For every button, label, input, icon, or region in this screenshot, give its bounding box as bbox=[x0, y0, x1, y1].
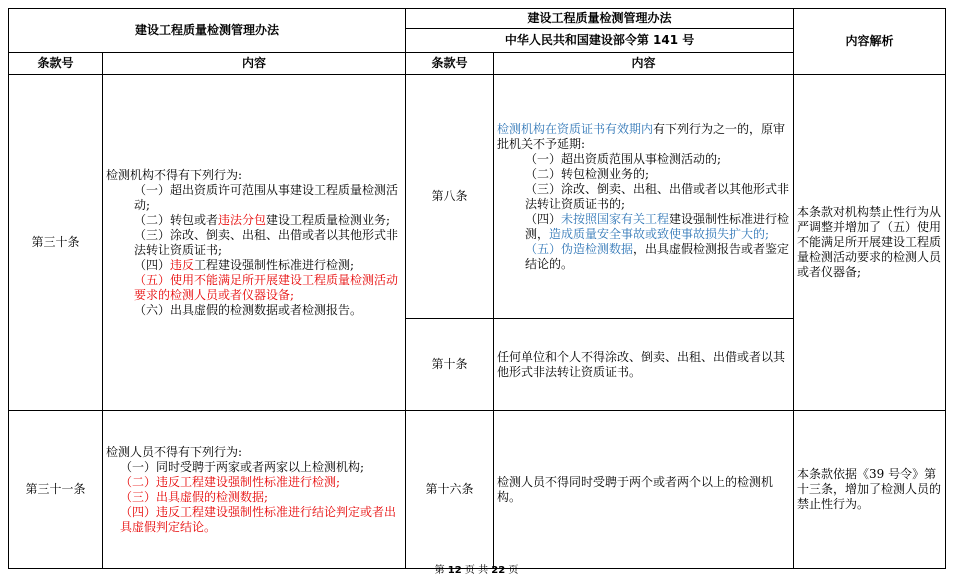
content-line bbox=[497, 122, 790, 152]
content-line bbox=[497, 212, 790, 242]
text-run: 有下列行为之一的，原审批机关不予延期: bbox=[497, 121, 786, 151]
article-30: 第三十条 bbox=[9, 75, 103, 411]
highlighted-text: 造成质量安全事故或致使事故损失扩大的; bbox=[549, 226, 770, 241]
right-title: 建设工程质量检测管理办法 bbox=[406, 9, 794, 29]
article-31-analysis: 本条款依据《39 号令》第十三条，增加了检测人员的禁止性行为。 bbox=[794, 411, 946, 569]
text-run: 建设工程质量检测业务; bbox=[266, 212, 391, 227]
footer-suffix: 页 bbox=[508, 565, 519, 576]
highlighted-text: （五）使用不能满足所开展建设工程质量检测活动要求的检测人员或者仪器设备; bbox=[134, 272, 399, 302]
footer-total: 22 bbox=[491, 565, 506, 576]
text-run: （一）超出资质许可范围从事建设工程质量检测活动; bbox=[134, 182, 399, 212]
content-line bbox=[497, 242, 790, 272]
highlighted-text: 检测机构在资质证书有效期内 bbox=[497, 121, 654, 136]
highlighted-text: （四）违反工程建设强制性标准进行结论判定或者出具虚假判定结论。 bbox=[120, 504, 397, 534]
text-run: （二）转包或者 bbox=[134, 212, 219, 227]
article-31-content bbox=[103, 411, 406, 569]
content-line bbox=[106, 490, 402, 505]
article-30-content bbox=[103, 75, 406, 411]
content-line bbox=[106, 460, 402, 475]
regulation-comparison-table bbox=[8, 8, 946, 569]
content-line bbox=[497, 182, 790, 212]
right-subtitle: 中华人民共和国建设部令第 141 号 bbox=[406, 29, 794, 53]
text-run: （二）转包检测业务的; bbox=[525, 166, 650, 181]
content-line bbox=[106, 445, 402, 460]
text-run: ，出具虚假检测报告或者鉴定结论的。 bbox=[525, 241, 790, 271]
highlighted-text: （二）违反工程建设强制性标准进行检测; bbox=[120, 474, 341, 489]
content-line bbox=[106, 183, 402, 213]
content-line bbox=[106, 258, 402, 273]
article-10-content: 任何单位和个人不得涂改、倒卖、出租、出借或者以其他形式非法转让资质证书。 bbox=[494, 319, 794, 411]
content-line bbox=[106, 168, 402, 183]
content-line bbox=[106, 303, 402, 318]
analysis-title: 内容解析 bbox=[794, 9, 946, 75]
left-title: 建设工程质量检测管理办法 bbox=[9, 9, 406, 53]
text-run: 检测人员不得有下列行为: bbox=[106, 444, 243, 459]
content-line bbox=[106, 213, 402, 228]
col-article2-header: 条款号 bbox=[406, 53, 494, 75]
text-run: （四） bbox=[134, 257, 171, 272]
text-run: （四） bbox=[525, 211, 562, 226]
text-run: （三）涂改、倒卖、出租、出借或者以其他形式非法转让资质证书; bbox=[134, 227, 399, 257]
article-31: 第三十一条 bbox=[9, 411, 103, 569]
article-30-analysis: 本条款对机构禁止性行为从严调整并增加了（五）使用不能满足所开展建设工程质量检测活动要求的检测人员或者仪器备; bbox=[794, 75, 946, 411]
col-content-header: 内容 bbox=[103, 53, 406, 75]
highlighted-text: （五）伪造检测数据 bbox=[525, 241, 634, 256]
article-10: 第十条 bbox=[406, 319, 494, 411]
col-article-header: 条款号 bbox=[9, 53, 103, 75]
text-run: （六）出具虚假的检测数据或者检测报告。 bbox=[134, 302, 363, 317]
article-16-content: 检测人员不得同时受聘于两个或者两个以上的检测机构。 bbox=[494, 411, 794, 569]
text-run: （一）超出资质范围从事检测活动的; bbox=[525, 151, 722, 166]
col-content2-header: 内容 bbox=[494, 53, 794, 75]
text-run: 工程建设强制性标准进行检测; bbox=[194, 257, 355, 272]
article-8: 第八条 bbox=[406, 75, 494, 319]
page-footer bbox=[0, 561, 953, 576]
text-run: （三）涂改、倒卖、出租、出借或者以其他形式非法转让资质证书的; bbox=[525, 181, 790, 211]
highlighted-text: 违法分包 bbox=[218, 212, 267, 227]
text-run: 检测机构不得有下列行为: bbox=[106, 167, 243, 182]
highlighted-text: 违反 bbox=[170, 257, 195, 272]
article-8-content bbox=[494, 75, 794, 319]
content-line bbox=[497, 152, 790, 167]
footer-prefix: 第 bbox=[434, 565, 445, 576]
highlighted-text: 未按照国家有关工程 bbox=[561, 211, 670, 226]
content-line bbox=[106, 273, 402, 303]
text-run: 建设强制性标准进行检测， bbox=[525, 211, 790, 241]
content-line bbox=[106, 505, 402, 535]
content-line bbox=[106, 475, 402, 490]
content-line bbox=[497, 167, 790, 182]
footer-page: 12 bbox=[447, 565, 462, 576]
content-line bbox=[106, 228, 402, 258]
text-run: （一）同时受聘于两家或者两家以上检测机构; bbox=[120, 459, 365, 474]
footer-mid: 页 共 bbox=[464, 565, 489, 576]
highlighted-text: （三）出具虚假的检测数据; bbox=[120, 489, 269, 504]
article-16: 第十六条 bbox=[406, 411, 494, 569]
